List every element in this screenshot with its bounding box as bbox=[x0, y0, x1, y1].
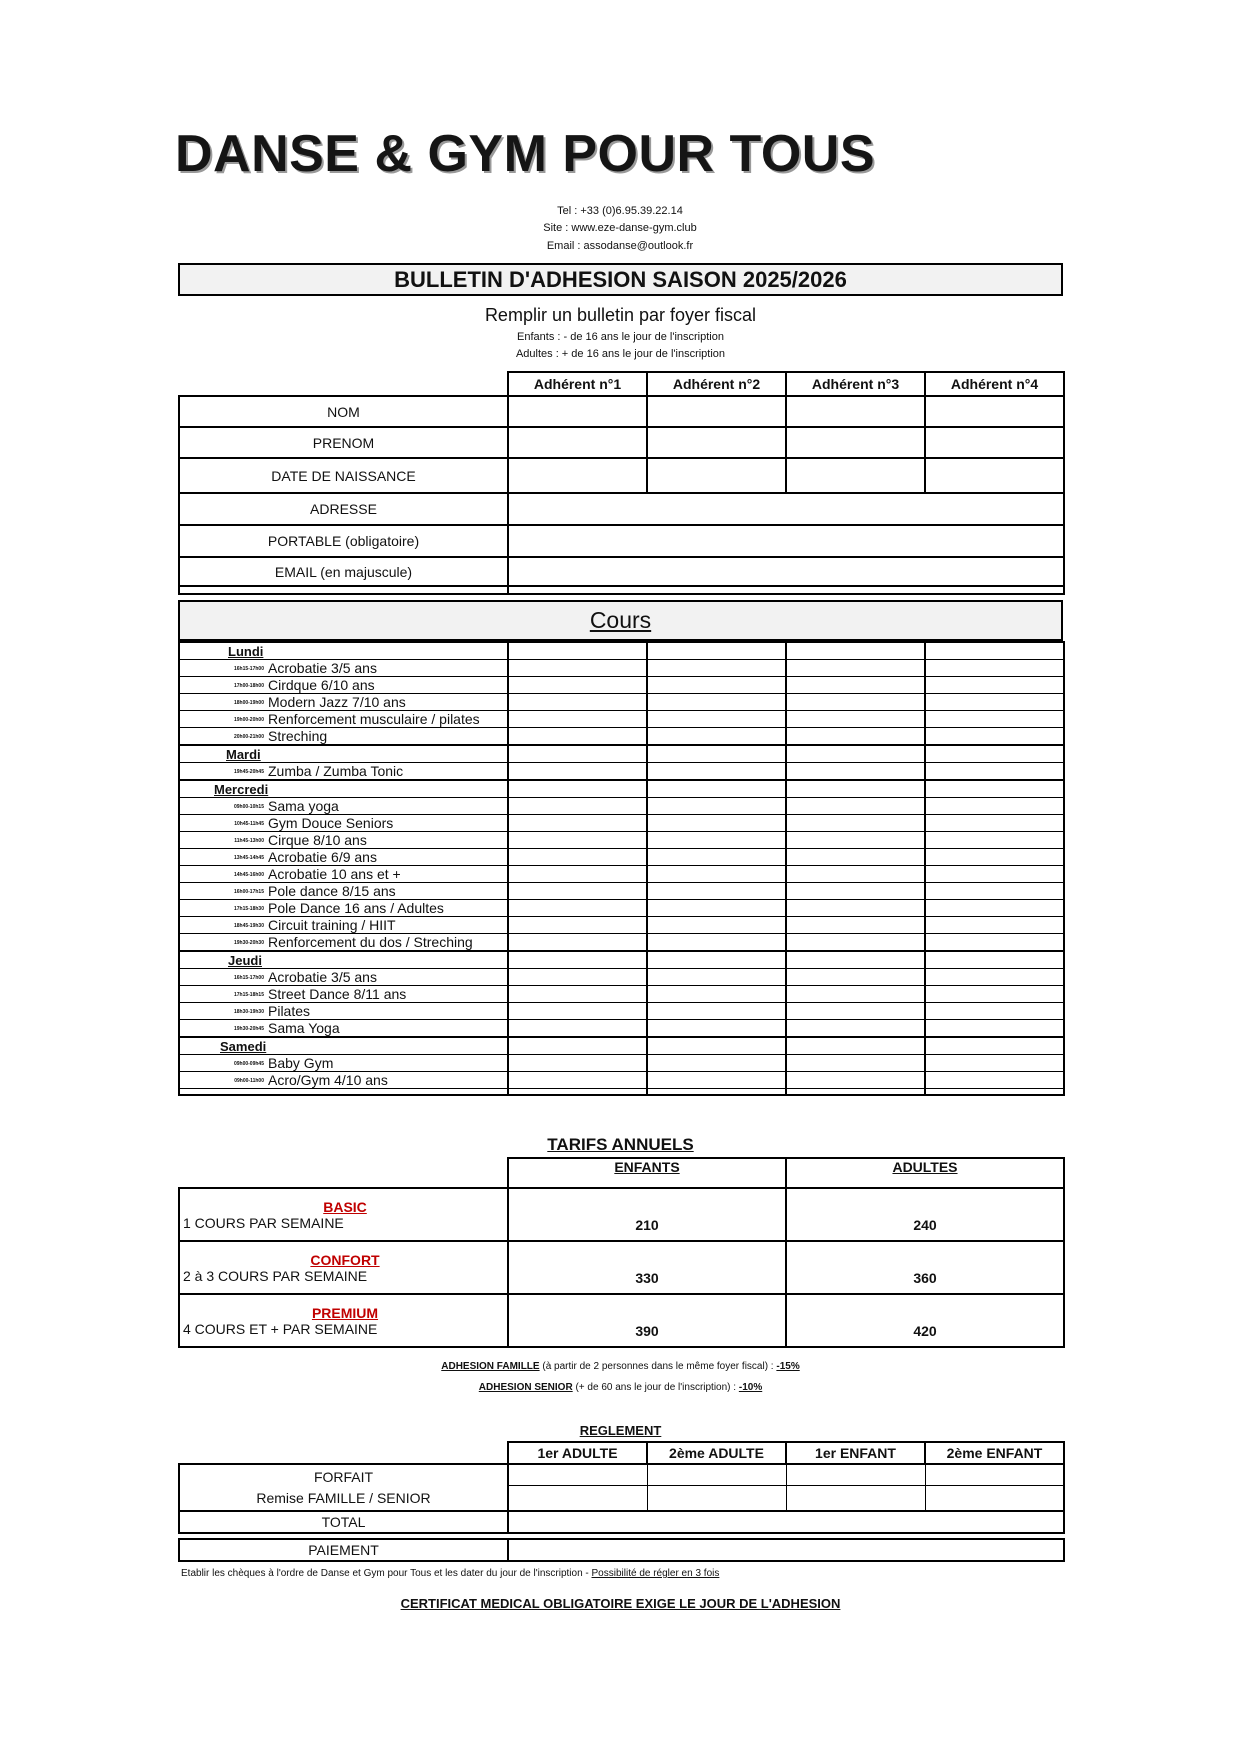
course-cell-3[interactable] bbox=[786, 849, 925, 866]
course-cell-1[interactable] bbox=[508, 832, 647, 849]
course-cell-4[interactable] bbox=[925, 660, 1064, 677]
course-cell-2[interactable] bbox=[647, 832, 786, 849]
tarifs-col-adultes bbox=[786, 1158, 1064, 1188]
day-label: Samedi bbox=[220, 1039, 267, 1054]
remise-input-2[interactable] bbox=[647, 1485, 786, 1511]
tarif-premium-enfants: 390 bbox=[508, 1294, 786, 1347]
cours-end-cell-3[interactable] bbox=[786, 1089, 925, 1095]
course-row bbox=[179, 1072, 508, 1089]
course-cell-1[interactable] bbox=[508, 934, 647, 952]
day-jeudi-cell-3[interactable] bbox=[786, 951, 925, 969]
formula-premium-desc: 4 COURS ET + PAR SEMAINE bbox=[183, 1320, 378, 1337]
prenom-input-1[interactable] bbox=[508, 427, 647, 458]
field-portable: PORTABLE (obligatoire) bbox=[179, 525, 508, 557]
forfait-input-3[interactable] bbox=[786, 1464, 925, 1485]
course-name: Gym Douce Seniors bbox=[268, 815, 394, 831]
course-name: Baby Gym bbox=[268, 1055, 334, 1071]
course-row bbox=[179, 1003, 508, 1020]
course-cell-2[interactable] bbox=[647, 798, 786, 815]
forfait-input-1[interactable] bbox=[508, 1464, 647, 1485]
course-time: 19h30-20h45 bbox=[233, 1026, 264, 1033]
prenom-input-3[interactable] bbox=[786, 427, 925, 458]
course-time: 16h15-17h00 bbox=[233, 975, 264, 982]
course-time: 13h45-14h45 bbox=[233, 855, 264, 862]
course-cell-2[interactable] bbox=[647, 883, 786, 900]
course-cell-4[interactable] bbox=[925, 763, 1064, 781]
course-cell-4[interactable] bbox=[925, 866, 1064, 883]
formula-basic-desc: 1 COURS PAR SEMAINE bbox=[183, 1214, 344, 1231]
tarif-confort-label bbox=[179, 1241, 508, 1294]
course-row bbox=[179, 1020, 508, 1038]
day-lundi-cell-1[interactable] bbox=[508, 642, 647, 660]
course-cell-1[interactable] bbox=[508, 677, 647, 694]
day-mardi-cell-3[interactable] bbox=[786, 745, 925, 763]
day-lundi bbox=[179, 642, 508, 660]
course-row bbox=[179, 900, 508, 917]
course-cell-2[interactable] bbox=[647, 986, 786, 1003]
course-cell-4[interactable] bbox=[925, 883, 1064, 900]
course-cell-2[interactable] bbox=[647, 969, 786, 986]
member-col-2: Adhérent n°2 bbox=[647, 372, 786, 396]
course-cell-1[interactable] bbox=[508, 1020, 647, 1038]
course-cell-3[interactable] bbox=[786, 917, 925, 934]
course-cell-3[interactable] bbox=[786, 866, 925, 883]
course-row bbox=[179, 917, 508, 934]
tarifs-col-adultes-text: ADULTES bbox=[892, 1159, 958, 1175]
tarifs-corner bbox=[179, 1158, 508, 1188]
course-cell-1[interactable] bbox=[508, 1003, 647, 1020]
course-name: Circuit training / HIIT bbox=[268, 917, 396, 933]
reglement-col-2: 2ème ADULTE bbox=[647, 1442, 786, 1464]
adhesion-senior bbox=[178, 1382, 1063, 1393]
course-name: Acrobatie 3/5 ans bbox=[268, 969, 377, 985]
course-time: 20h00-21h00 bbox=[233, 734, 264, 741]
reglement-col-3: 1er ENFANT bbox=[786, 1442, 925, 1464]
course-cell-4[interactable] bbox=[925, 1020, 1064, 1038]
remise-input-4[interactable] bbox=[925, 1485, 1064, 1511]
naissance-input-4[interactable] bbox=[925, 458, 1064, 493]
cours-heading bbox=[178, 600, 1063, 641]
course-cell-4[interactable] bbox=[925, 1055, 1064, 1072]
nom-input-2[interactable] bbox=[647, 396, 786, 427]
course-cell-2[interactable] bbox=[647, 1055, 786, 1072]
day-mardi bbox=[179, 745, 508, 763]
certificat-text: CERTIFICAT MEDICAL OBLIGATOIRE EXIGE LE JOUR DE L'ADHESION bbox=[400, 1596, 841, 1611]
course-name: Streching bbox=[268, 728, 328, 744]
course-cell-2[interactable] bbox=[647, 763, 786, 781]
reglement-title bbox=[178, 1423, 1063, 1438]
course-cell-3[interactable] bbox=[786, 711, 925, 728]
day-lundi-cell-2[interactable] bbox=[647, 642, 786, 660]
total-input[interactable] bbox=[508, 1511, 1064, 1533]
tarifs-title-text: TARIFS ANNUELS bbox=[547, 1135, 694, 1154]
course-name: Sama Yoga bbox=[268, 1020, 340, 1036]
day-mardi-cell-2[interactable] bbox=[647, 745, 786, 763]
day-samedi-cell-4[interactable] bbox=[925, 1037, 1064, 1055]
day-jeudi bbox=[179, 951, 508, 969]
course-time: 10h45-11h45 bbox=[234, 821, 264, 828]
contact-tel: Tel : +33 (0)6.95.39.22.14 bbox=[557, 205, 683, 217]
course-cell-2[interactable] bbox=[647, 677, 786, 694]
famille-label: ADHESION FAMILLE bbox=[441, 1361, 540, 1372]
course-row bbox=[179, 677, 508, 694]
course-row bbox=[179, 728, 508, 746]
member-col-1: Adhérent n°1 bbox=[508, 372, 647, 396]
course-cell-3[interactable] bbox=[786, 883, 925, 900]
course-name: Pole dance 8/15 ans bbox=[268, 883, 396, 899]
course-time: 17h00-18h00 bbox=[233, 683, 264, 690]
tarifs-title bbox=[178, 1135, 1063, 1155]
course-cell-1[interactable] bbox=[508, 849, 647, 866]
tarif-confort-adultes: 360 bbox=[786, 1241, 1064, 1294]
course-cell-2[interactable] bbox=[647, 711, 786, 728]
day-samedi-cell-1[interactable] bbox=[508, 1037, 647, 1055]
day-mercredi-cell-4[interactable] bbox=[925, 780, 1064, 798]
course-cell-3[interactable] bbox=[786, 1072, 925, 1089]
course-time: 19h00-20h00 bbox=[233, 717, 264, 724]
course-time: 17h15-18h15 bbox=[233, 992, 264, 999]
tarifs-col-enfants bbox=[508, 1158, 786, 1188]
tarif-confort-enfants: 330 bbox=[508, 1241, 786, 1294]
course-row bbox=[179, 934, 508, 952]
course-cell-1[interactable] bbox=[508, 694, 647, 711]
course-cell-2[interactable] bbox=[647, 917, 786, 934]
spacer-row bbox=[179, 586, 508, 594]
course-row bbox=[179, 883, 508, 900]
nom-input-1[interactable] bbox=[508, 396, 647, 427]
course-cell-1[interactable] bbox=[508, 917, 647, 934]
course-name: Sama yoga bbox=[268, 798, 339, 814]
members-table bbox=[178, 371, 1063, 595]
course-cell-4[interactable] bbox=[925, 798, 1064, 815]
course-time: 19h45-20h45 bbox=[233, 769, 264, 776]
course-cell-3[interactable] bbox=[786, 934, 925, 952]
day-label: Jeudi bbox=[228, 953, 262, 968]
forfait-input-4[interactable] bbox=[925, 1464, 1064, 1485]
course-row bbox=[179, 969, 508, 986]
course-row bbox=[179, 763, 508, 781]
course-cell-2[interactable] bbox=[647, 694, 786, 711]
spacer-row-fill bbox=[508, 586, 1064, 594]
reglement-col-4: 2ème ENFANT bbox=[925, 1442, 1064, 1464]
course-cell-2[interactable] bbox=[647, 934, 786, 952]
day-mercredi-cell-1[interactable] bbox=[508, 780, 647, 798]
course-row bbox=[179, 815, 508, 832]
cours-end-cell-2[interactable] bbox=[647, 1089, 786, 1095]
reglement-title-text: REGLEMENT bbox=[579, 1423, 662, 1438]
course-name: Acrobatie 10 ans et + bbox=[268, 866, 401, 882]
course-row bbox=[179, 832, 508, 849]
course-cell-3[interactable] bbox=[786, 677, 925, 694]
course-cell-4[interactable] bbox=[925, 1072, 1064, 1089]
course-cell-1[interactable] bbox=[508, 883, 647, 900]
course-cell-4[interactable] bbox=[925, 728, 1064, 746]
reglement-table bbox=[178, 1441, 1063, 1562]
course-cell-2[interactable] bbox=[647, 1003, 786, 1020]
course-row bbox=[179, 849, 508, 866]
course-cell-4[interactable] bbox=[925, 986, 1064, 1003]
senior-value: -10% bbox=[738, 1382, 763, 1393]
course-cell-1[interactable] bbox=[508, 1055, 647, 1072]
course-cell-1[interactable] bbox=[508, 728, 647, 746]
course-cell-1[interactable] bbox=[508, 763, 647, 781]
course-cell-3[interactable] bbox=[786, 660, 925, 677]
course-time: 16h15-17h00 bbox=[233, 666, 264, 673]
naissance-input-1[interactable] bbox=[508, 458, 647, 493]
reglement-col-1: 1er ADULTE bbox=[508, 1442, 647, 1464]
course-name: Zumba / Zumba Tonic bbox=[268, 763, 404, 779]
day-lundi-cell-3[interactable] bbox=[786, 642, 925, 660]
course-name: Pole Dance 16 ans / Adultes bbox=[268, 900, 444, 916]
email-input[interactable] bbox=[508, 557, 1064, 586]
course-cell-1[interactable] bbox=[508, 815, 647, 832]
course-cell-1[interactable] bbox=[508, 1072, 647, 1089]
course-cell-3[interactable] bbox=[786, 815, 925, 832]
famille-text: (à partir de 2 personnes dans le même foyer fiscal) : bbox=[539, 1361, 777, 1372]
course-cell-4[interactable] bbox=[925, 815, 1064, 832]
day-label: Mercredi bbox=[214, 782, 269, 797]
member-col-4: Adhérent n°4 bbox=[925, 372, 1064, 396]
course-time: 19h30-20h30 bbox=[233, 940, 264, 947]
course-cell-1[interactable] bbox=[508, 711, 647, 728]
course-cell-1[interactable] bbox=[508, 660, 647, 677]
course-time: 18h45-19h30 bbox=[233, 923, 264, 930]
bulletin-title: BULLETIN D'ADHESION SAISON 2025/2026 bbox=[178, 263, 1063, 296]
course-name: Street Dance 8/11 ans bbox=[268, 986, 407, 1002]
course-cell-4[interactable] bbox=[925, 969, 1064, 986]
remise-input-3[interactable] bbox=[786, 1485, 925, 1511]
course-row bbox=[179, 866, 508, 883]
field-adresse: ADRESSE bbox=[179, 493, 508, 525]
day-samedi-cell-3[interactable] bbox=[786, 1037, 925, 1055]
course-time: 14h45-16h00 bbox=[233, 872, 264, 879]
course-cell-4[interactable] bbox=[925, 677, 1064, 694]
portable-input[interactable] bbox=[508, 525, 1064, 557]
course-cell-4[interactable] bbox=[925, 1003, 1064, 1020]
forfait-label: FORFAIT bbox=[313, 1468, 374, 1485]
cheque-note bbox=[181, 1568, 719, 1579]
course-cell-1[interactable] bbox=[508, 969, 647, 986]
day-label: Mardi bbox=[226, 747, 261, 762]
course-cell-1[interactable] bbox=[508, 900, 647, 917]
paiement-input[interactable] bbox=[508, 1539, 1064, 1561]
contact-site: Site : www.eze-danse-gym.club bbox=[543, 222, 697, 234]
field-email: EMAIL (en majuscule) bbox=[179, 557, 508, 586]
course-cell-2[interactable] bbox=[647, 660, 786, 677]
course-cell-3[interactable] bbox=[786, 728, 925, 746]
course-cell-4[interactable] bbox=[925, 900, 1064, 917]
course-cell-3[interactable] bbox=[786, 763, 925, 781]
field-date-naissance: DATE DE NAISSANCE bbox=[179, 458, 508, 493]
tarifs-table bbox=[178, 1157, 1063, 1348]
course-cell-4[interactable] bbox=[925, 832, 1064, 849]
course-row bbox=[179, 711, 508, 728]
course-name: Pilates bbox=[268, 1003, 311, 1019]
day-mardi-cell-4[interactable] bbox=[925, 745, 1064, 763]
course-name: Acrobatie 3/5 ans bbox=[268, 660, 377, 676]
prenom-input-4[interactable] bbox=[925, 427, 1064, 458]
day-lundi-cell-4[interactable] bbox=[925, 642, 1064, 660]
reglement-corner bbox=[179, 1442, 508, 1464]
tarif-basic-label bbox=[179, 1188, 508, 1241]
member-col-3: Adhérent n°3 bbox=[786, 372, 925, 396]
paiement-label: PAIEMENT bbox=[179, 1539, 508, 1561]
course-cell-3[interactable] bbox=[786, 1020, 925, 1038]
day-mardi-cell-1[interactable] bbox=[508, 745, 647, 763]
page-title bbox=[0, 124, 1241, 184]
course-cell-2[interactable] bbox=[647, 849, 786, 866]
formula-basic: BASIC bbox=[323, 1198, 367, 1215]
day-samedi-cell-2[interactable] bbox=[647, 1037, 786, 1055]
remise-input-1[interactable] bbox=[508, 1485, 647, 1511]
naissance-input-3[interactable] bbox=[786, 458, 925, 493]
course-cell-4[interactable] bbox=[925, 849, 1064, 866]
course-time: 17h15-18h30 bbox=[233, 906, 264, 913]
course-time: 09h00-11h00 bbox=[234, 1078, 264, 1085]
nom-input-3[interactable] bbox=[786, 396, 925, 427]
tarif-basic-adultes: 240 bbox=[786, 1188, 1064, 1241]
field-nom: NOM bbox=[179, 396, 508, 427]
field-prenom: PRENOM bbox=[179, 427, 508, 458]
course-cell-1[interactable] bbox=[508, 798, 647, 815]
course-cell-4[interactable] bbox=[925, 694, 1064, 711]
course-name: Cirdque 6/10 ans bbox=[268, 677, 375, 693]
cheque-note-text: Etablir les chèques à l'ordre de Danse et Gym pour Tous et les dater du jour de l'inscription - bbox=[181, 1568, 592, 1579]
course-cell-3[interactable] bbox=[786, 900, 925, 917]
forfait-remise-label bbox=[179, 1464, 508, 1511]
course-cell-3[interactable] bbox=[786, 798, 925, 815]
course-time: 18h00-19h00 bbox=[233, 700, 264, 707]
course-name: Renforcement musculaire / pilates bbox=[268, 711, 480, 727]
course-cell-2[interactable] bbox=[647, 1020, 786, 1038]
course-time: 16h00-17h15 bbox=[233, 889, 264, 896]
day-jeudi-cell-4[interactable] bbox=[925, 951, 1064, 969]
bulletin-subtitle: Remplir un bulletin par foyer fiscal bbox=[484, 305, 757, 325]
senior-label: ADHESION SENIOR bbox=[478, 1382, 573, 1393]
contact-email: Email : assodanse@outlook.fr bbox=[546, 240, 694, 252]
naissance-input-2[interactable] bbox=[647, 458, 786, 493]
course-name: Acro/Gym 4/10 ans bbox=[268, 1072, 388, 1088]
remise-label: Remise FAMILLE / SENIOR bbox=[256, 1489, 431, 1506]
course-cell-2[interactable] bbox=[647, 815, 786, 832]
day-jeudi-cell-2[interactable] bbox=[647, 951, 786, 969]
formula-premium: PREMIUM bbox=[311, 1304, 379, 1321]
cours-end-cell-4[interactable] bbox=[925, 1089, 1064, 1095]
course-row bbox=[179, 694, 508, 711]
course-cell-3[interactable] bbox=[786, 1055, 925, 1072]
total-label: TOTAL bbox=[179, 1511, 508, 1533]
course-cell-3[interactable] bbox=[786, 832, 925, 849]
course-row bbox=[179, 660, 508, 677]
title-text: DANSE & GYM POUR TOUS bbox=[174, 125, 876, 183]
nom-input-4[interactable] bbox=[925, 396, 1064, 427]
course-row bbox=[179, 798, 508, 815]
course-name: Cirque 8/10 ans bbox=[268, 832, 367, 848]
cours-end-row bbox=[179, 1089, 508, 1095]
day-mercredi-cell-3[interactable] bbox=[786, 780, 925, 798]
course-name: Acrobatie 6/9 ans bbox=[268, 849, 377, 865]
formula-confort: CONFORT bbox=[310, 1251, 380, 1268]
members-corner bbox=[179, 372, 508, 396]
adultes-note: Adultes : + de 16 ans le jour de l'inscription bbox=[515, 348, 726, 360]
adresse-input[interactable] bbox=[508, 493, 1064, 525]
course-cell-3[interactable] bbox=[786, 986, 925, 1003]
course-name: Renforcement du dos / Streching bbox=[268, 934, 473, 950]
course-time: 18h30-19h30 bbox=[233, 1009, 264, 1016]
course-row bbox=[179, 1055, 508, 1072]
course-cell-2[interactable] bbox=[647, 866, 786, 883]
tarif-basic-enfants: 210 bbox=[508, 1188, 786, 1241]
course-time: 11h45-13h00 bbox=[234, 838, 264, 845]
adhesion-famille bbox=[178, 1361, 1063, 1372]
day-samedi bbox=[179, 1037, 508, 1055]
cours-end-cell-1[interactable] bbox=[508, 1089, 647, 1095]
day-jeudi-cell-1[interactable] bbox=[508, 951, 647, 969]
formula-confort-desc: 2 à 3 COURS PAR SEMAINE bbox=[183, 1267, 368, 1284]
certificat-notice bbox=[178, 1596, 1063, 1611]
tarif-premium-adultes: 420 bbox=[786, 1294, 1064, 1347]
day-mercredi bbox=[179, 780, 508, 798]
enfants-note: Enfants : - de 16 ans le jour de l'inscription bbox=[517, 331, 724, 343]
course-cell-2[interactable] bbox=[647, 900, 786, 917]
course-cell-2[interactable] bbox=[647, 1072, 786, 1089]
course-name: Modern Jazz 7/10 ans bbox=[268, 694, 406, 710]
forfait-input-2[interactable] bbox=[647, 1464, 786, 1485]
cheque-note-link: Possibilité de régler en 3 fois bbox=[591, 1568, 720, 1579]
course-row bbox=[179, 986, 508, 1003]
cours-table bbox=[178, 641, 1063, 1096]
senior-text: (+ de 60 ans le jour de l'inscription) : bbox=[572, 1382, 739, 1393]
tarifs-col-enfants-text: ENFANTS bbox=[614, 1159, 680, 1175]
prenom-input-2[interactable] bbox=[647, 427, 786, 458]
tarif-premium-label bbox=[179, 1294, 508, 1347]
course-time: 09h00-09h45 bbox=[233, 1061, 264, 1068]
course-cell-4[interactable] bbox=[925, 934, 1064, 952]
day-mercredi-cell-2[interactable] bbox=[647, 780, 786, 798]
course-cell-3[interactable] bbox=[786, 1003, 925, 1020]
famille-value: -15% bbox=[776, 1361, 800, 1372]
course-cell-3[interactable] bbox=[786, 969, 925, 986]
course-cell-3[interactable] bbox=[786, 694, 925, 711]
course-cell-1[interactable] bbox=[508, 986, 647, 1003]
cours-title: Cours bbox=[589, 607, 652, 633]
course-cell-4[interactable] bbox=[925, 917, 1064, 934]
day-label: Lundi bbox=[228, 644, 264, 659]
course-cell-4[interactable] bbox=[925, 711, 1064, 728]
course-cell-1[interactable] bbox=[508, 866, 647, 883]
course-time: 09h00-10h15 bbox=[233, 804, 264, 811]
course-cell-2[interactable] bbox=[647, 728, 786, 746]
